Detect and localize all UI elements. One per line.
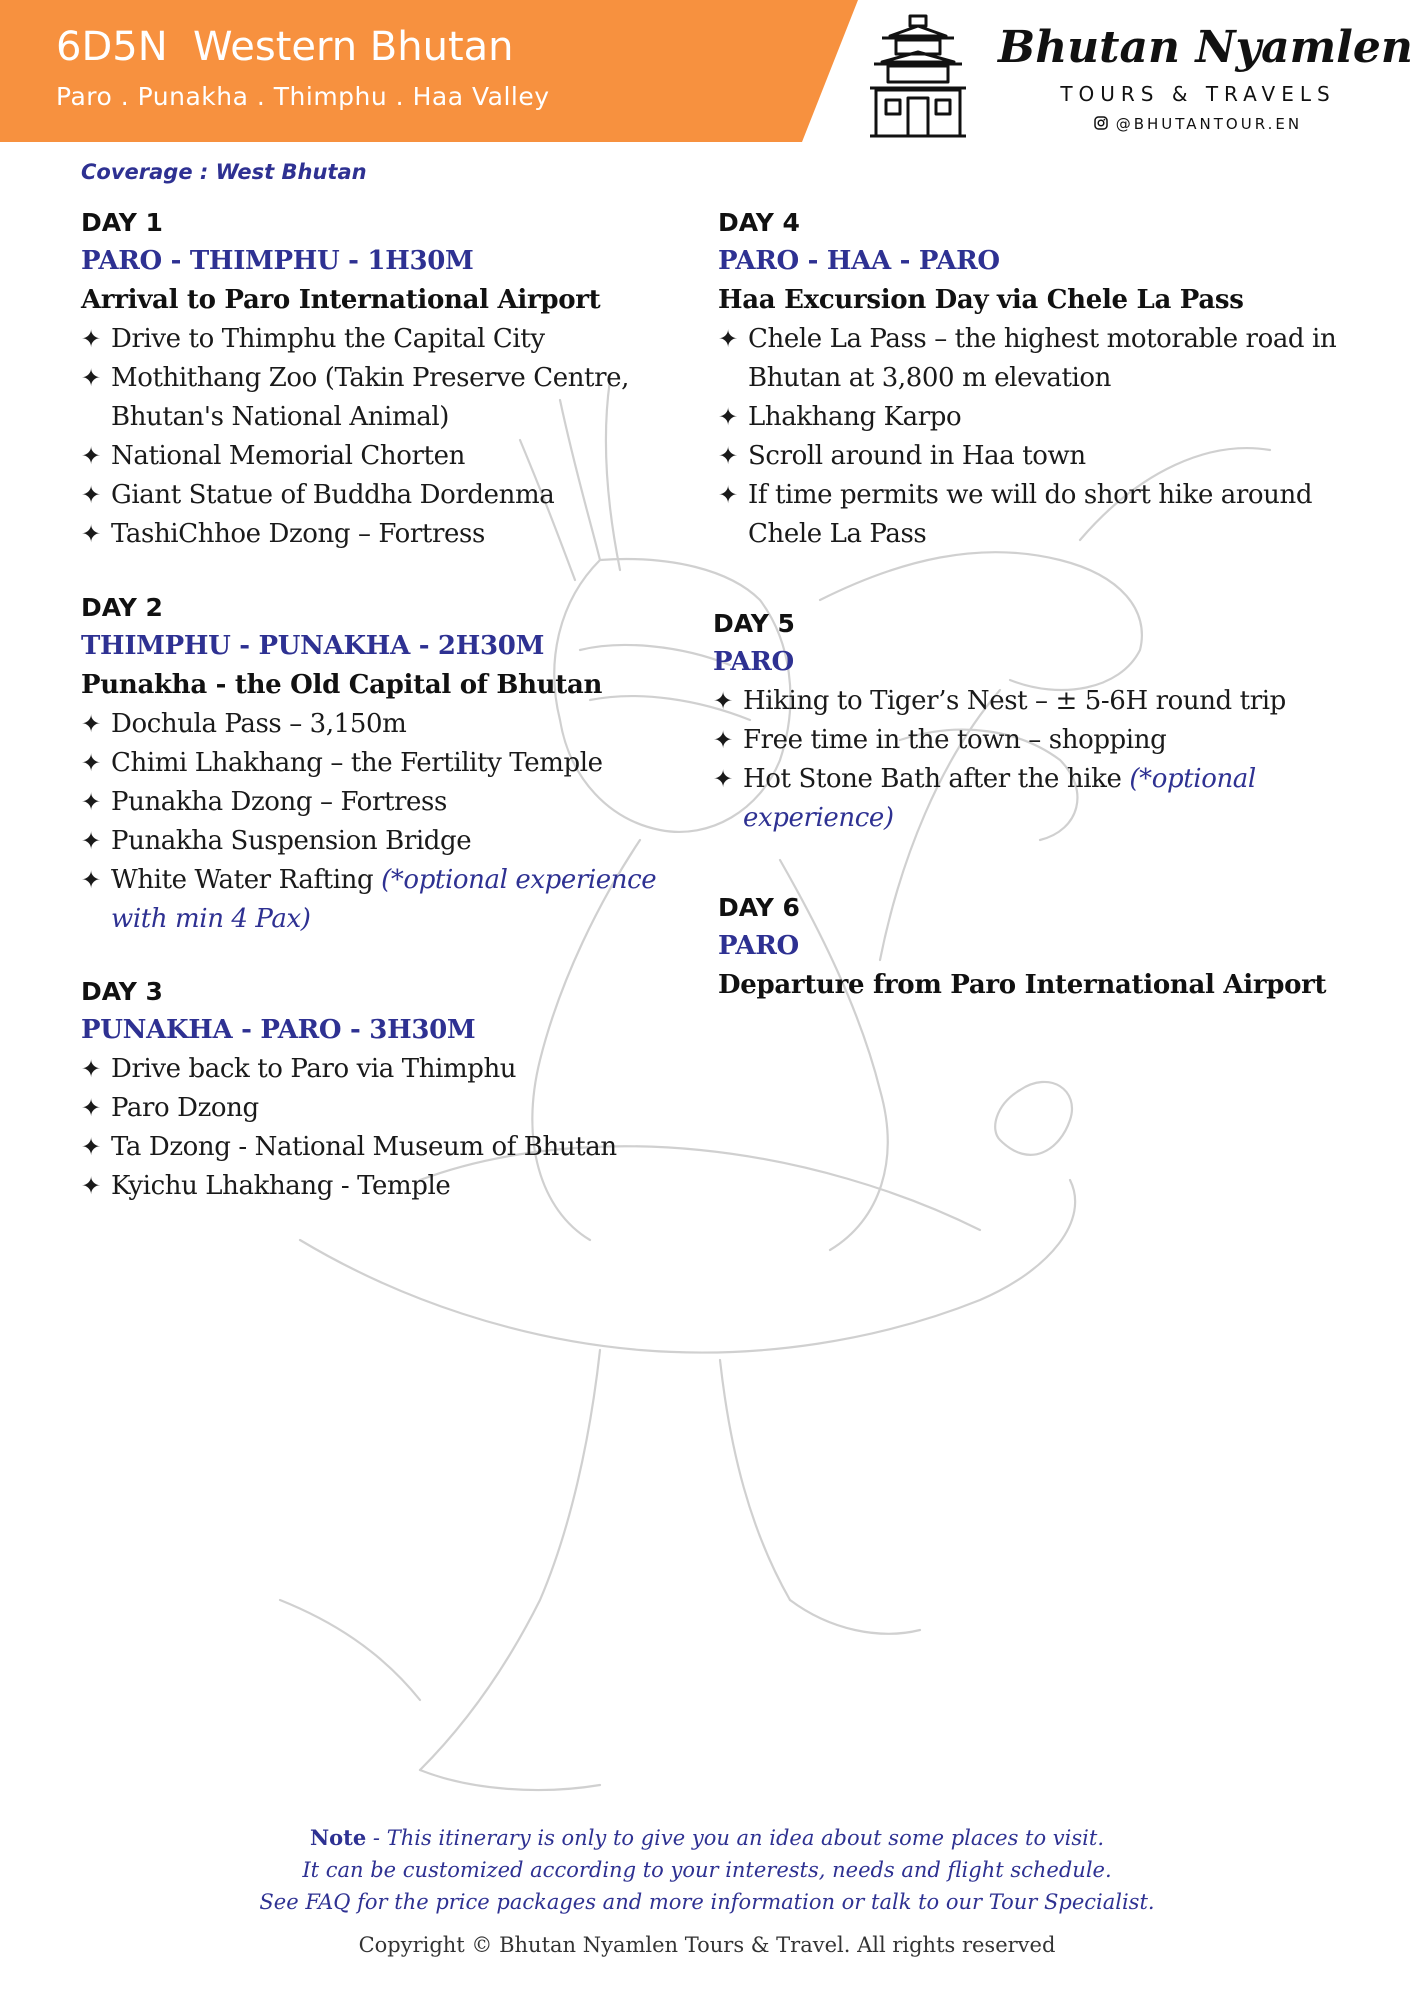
day-label: DAY 2: [81, 593, 163, 622]
activity-list: [81, 1050, 701, 1206]
four-point-star-icon: ✦: [718, 481, 738, 509]
activity-item: [81, 783, 701, 822]
activity-text: Hot Stone Bath after the hike: [743, 764, 1130, 794]
activity-item: [81, 1128, 701, 1167]
day-6-section: [718, 888, 1378, 1005]
day-headline: Arrival to Paro International Airport: [81, 285, 601, 315]
coverage-label: Coverage : West Bhutan: [81, 160, 367, 184]
day-1-section: [81, 203, 701, 554]
four-point-star-icon: ✦: [81, 520, 101, 548]
activity-item: [81, 1089, 701, 1128]
activity-item: [713, 760, 1373, 838]
activity-text: Hiking to Tiger’s Nest – ± 5-6H round trip: [743, 686, 1286, 716]
activity-text: Paro Dzong: [111, 1093, 259, 1123]
activity-text: Scroll around in Haa town: [748, 441, 1086, 471]
optional-note: (*optional experience): [743, 764, 1256, 833]
day-label: DAY 3: [81, 977, 163, 1006]
four-point-star-icon: ✦: [81, 364, 101, 392]
activity-list: [713, 682, 1373, 838]
four-point-star-icon: ✦: [81, 481, 101, 509]
activity-item: [81, 1050, 701, 1089]
day-headline: Haa Excursion Day via Chele La Pass: [718, 285, 1244, 315]
activity-item: [718, 437, 1378, 476]
four-point-star-icon: ✦: [718, 403, 738, 431]
four-point-star-icon: ✦: [713, 765, 733, 793]
day-label: DAY 4: [718, 208, 800, 237]
activity-text: Ta Dzong - National Museum of Bhutan: [111, 1132, 617, 1162]
note-line-3: See FAQ for the price packages and more information or talk to our Tour Specialist.: [259, 1890, 1155, 1914]
four-point-star-icon: ✦: [81, 749, 101, 777]
activity-text: Free time in the town – shopping: [743, 725, 1167, 755]
activity-item: [81, 320, 701, 359]
day-route: PARO: [718, 931, 799, 961]
activity-item: [81, 437, 701, 476]
note-label: Note: [309, 1825, 367, 1850]
day-5-section: [713, 604, 1373, 838]
day-2-section: [81, 588, 701, 939]
activity-item: [718, 398, 1378, 437]
day-3-section: [81, 972, 701, 1206]
four-point-star-icon: ✦: [718, 442, 738, 470]
activity-text: Punakha Dzong – Fortress: [111, 787, 447, 817]
four-point-star-icon: ✦: [81, 1133, 101, 1161]
activity-item: [713, 721, 1373, 760]
day-headline: Punakha - the Old Capital of Bhutan: [81, 670, 603, 700]
day-route: PARO - THIMPHU - 1H30M: [81, 246, 474, 276]
day-route: PARO: [713, 647, 794, 677]
brand-name: Bhutan Nyamlen: [998, 22, 1413, 73]
day-label: DAY 6: [718, 893, 800, 922]
four-point-star-icon: ✦: [718, 325, 738, 353]
activity-text: Chimi Lhakhang – the Fertility Temple: [111, 748, 603, 778]
day-route: PUNAKHA - PARO - 3H30M: [81, 1015, 476, 1045]
activity-text: Lhakhang Karpo: [748, 402, 962, 432]
activity-item: [81, 476, 701, 515]
itinerary-title: 6D5N Western Bhutan: [56, 24, 514, 70]
activity-text: Drive to Thimphu the Capital City: [111, 324, 545, 354]
activity-text: Dochula Pass – 3,150m: [111, 709, 407, 739]
activity-text: Mothithang Zoo (Takin Preserve Centre, Bhutan's National Animal): [111, 363, 629, 432]
activity-text: White Water Rafting: [111, 865, 382, 895]
brand-logo: [868, 10, 1413, 145]
brand-handle[interactable]: [998, 115, 1398, 133]
activity-text: Giant Statue of Buddha Dordenma: [111, 480, 555, 510]
activity-list: [81, 705, 701, 939]
four-point-star-icon: ✦: [81, 1094, 101, 1122]
handle-text: @BHUTANTOUR.EN: [1115, 115, 1303, 133]
activity-item: [81, 515, 701, 554]
note-line-2: It can be customized according to your interests, needs and flight schedule.: [302, 1858, 1112, 1882]
four-point-star-icon: ✦: [81, 827, 101, 855]
activity-item: [81, 1167, 701, 1206]
activity-text: Drive back to Paro via Thimphu: [111, 1054, 517, 1084]
activity-text: Kyichu Lhakhang - Temple: [111, 1171, 451, 1201]
activity-text: If time permits we will do short hike around Chele La Pass: [748, 480, 1313, 549]
four-point-star-icon: ✦: [81, 325, 101, 353]
activity-item: [81, 705, 701, 744]
activity-item: [718, 476, 1378, 554]
four-point-star-icon: ✦: [81, 710, 101, 738]
activity-item: [81, 822, 701, 861]
four-point-star-icon: ✦: [81, 866, 101, 894]
copyright-text: Copyright © Bhutan Nyamlen Tours & Travel. All rights reserved: [358, 1933, 1056, 1957]
day-4-section: [718, 203, 1378, 554]
banner-shape: [0, 0, 860, 142]
four-point-star-icon: ✦: [81, 1055, 101, 1083]
day-label: DAY 1: [81, 208, 163, 237]
optional-note: (*optional experience with min 4 Pax): [111, 865, 657, 934]
four-point-star-icon: ✦: [81, 788, 101, 816]
day-headline: Departure from Paro International Airport: [718, 970, 1327, 1000]
activity-item: [718, 320, 1378, 398]
four-point-star-icon: ✦: [81, 442, 101, 470]
activity-list: [81, 320, 701, 554]
instagram-icon: [1094, 116, 1108, 130]
activity-text: TashiChhoe Dzong – Fortress: [111, 519, 485, 549]
activity-text: National Memorial Chorten: [111, 441, 465, 471]
brand-tagline: TOURS & TRAVELS: [1060, 82, 1336, 106]
day-route: PARO - HAA - PARO: [718, 246, 1000, 276]
four-point-star-icon: ✦: [713, 687, 733, 715]
itinerary-subtitle: Paro . Punakha . Thimphu . Haa Valley: [56, 82, 550, 111]
day-route: THIMPHU - PUNAKHA - 2H30M: [81, 631, 545, 661]
note-line-1: - This itinerary is only to give you an idea about some places to visit.: [366, 1826, 1104, 1850]
itinerary-note: [150, 1822, 1264, 1918]
activity-item: [81, 744, 701, 783]
temple-icon: [868, 14, 968, 139]
day-label: DAY 5: [713, 609, 795, 638]
activity-list: [718, 320, 1378, 554]
activity-item: [713, 682, 1373, 721]
activity-item: [81, 861, 701, 939]
header-banner: [0, 0, 860, 142]
activity-text: Chele La Pass – the highest motorable road in Bhutan at 3,800 m elevation: [748, 324, 1337, 393]
activity-text: Punakha Suspension Bridge: [111, 826, 472, 856]
four-point-star-icon: ✦: [81, 1172, 101, 1200]
activity-item: [81, 359, 701, 437]
four-point-star-icon: ✦: [713, 726, 733, 754]
